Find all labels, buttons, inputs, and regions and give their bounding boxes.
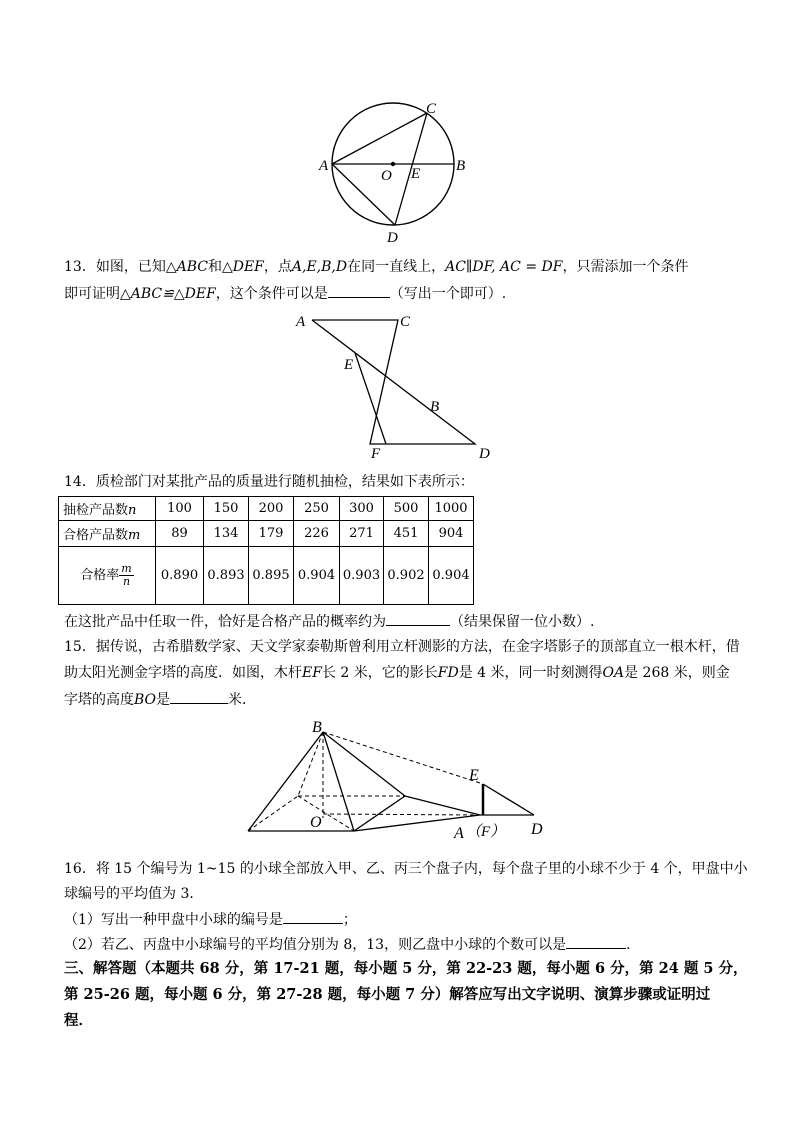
q15-text: 米． <box>228 692 257 708</box>
table-cell: 179 <box>249 521 294 547</box>
pyramid-label-b: B <box>312 719 322 736</box>
q16-line2: 球编号的平均值为 3． <box>64 886 204 902</box>
table-cell: 0.893 <box>204 547 249 605</box>
q15-line2 <box>64 663 730 683</box>
table-cell: 500 <box>384 497 429 521</box>
table-cell <box>59 547 156 605</box>
q14-answer-blank[interactable] <box>386 611 450 626</box>
diag-back <box>298 796 354 831</box>
q15-line3 <box>64 689 256 710</box>
table-cell: 1000 <box>429 497 474 521</box>
q15-text: 是 268 米，则金 <box>624 665 730 681</box>
section3-line3: 程． <box>64 1012 93 1029</box>
q16-answer-blank-2[interactable] <box>566 934 626 949</box>
sun-ray-ed <box>483 784 534 815</box>
q15-ef: EF <box>302 665 322 681</box>
row-label: 抽检产品数 <box>63 503 129 518</box>
center-dot <box>391 162 395 166</box>
q13-text: ，只需添加一个条件 <box>562 259 689 275</box>
q13-shape <box>312 320 475 444</box>
q16-line1: 16．将 15 个编号为 1~15 的小球全部放入甲、乙、丙三个盘子内，每个盘子里的小球不少于 4 个，甲盘中小 <box>64 861 748 877</box>
row-label: 合格率 <box>80 568 120 583</box>
q16-text: ． <box>626 937 641 953</box>
q13-segment-cb <box>398 320 428 400</box>
table-cell: 226 <box>294 521 340 547</box>
circle-figure <box>310 95 480 245</box>
q16-text: （1）写出一种甲盘中小球的编号是 <box>64 912 283 928</box>
q15-oa: OA <box>602 665 625 681</box>
q13-triangle-abc: △ABC <box>165 259 208 275</box>
pyramid-label-d: D <box>531 821 543 838</box>
q13-points: A,E,B,D <box>291 259 348 275</box>
q13-label-b: B <box>430 399 440 415</box>
apex-right <box>323 732 405 796</box>
frac-num: m <box>121 562 132 575</box>
pyramid-label-f: （F） <box>466 824 506 840</box>
q13-congruence: △ABC≌△DEF <box>120 286 216 302</box>
q16-text: ； <box>342 912 357 928</box>
table-cell <box>59 497 156 521</box>
pyramid-label-a: A <box>454 825 464 842</box>
q14-after <box>64 611 594 632</box>
table-cell: 134 <box>204 521 249 547</box>
table-cell: 89 <box>156 521 204 547</box>
q15-fd: FD <box>437 665 459 681</box>
table-cell: 0.904 <box>429 547 474 605</box>
q16-text: （2）若乙、丙盘中小球编号的平均值分别为 8，13，则乙盘中小球的个数可以是 <box>64 937 567 953</box>
q13-line1 <box>64 257 688 277</box>
q13-label-e: E <box>344 357 354 373</box>
table-cell: 0.895 <box>249 547 294 605</box>
label-b: B <box>456 158 466 174</box>
q13-label-f: F <box>371 446 381 462</box>
q16-answer-blank-1[interactable] <box>283 909 343 924</box>
q14-intro: 14．质检部门对某批产品的质量进行随机抽检，结果如下表所示： <box>64 474 474 490</box>
table-cell: 200 <box>249 497 294 521</box>
q13-text: 即可证明 <box>64 286 120 302</box>
q13-text: 在同一直线上， <box>347 259 446 275</box>
table-cell: 271 <box>340 521 384 547</box>
label-a: A <box>319 158 329 174</box>
q14-text: （结果保留一位小数）. <box>450 614 595 630</box>
row-label: 合格产品数 <box>63 528 129 543</box>
q13-text: 13．如图，已知 <box>64 259 166 275</box>
table-cell: 150 <box>204 497 249 521</box>
q14-text: 在这批产品中任取一件，恰好是合格产品的概率约为 <box>64 614 386 630</box>
row-var: n <box>128 503 137 518</box>
q13-label-a: A <box>296 314 306 330</box>
chord-ac <box>332 113 427 164</box>
q15-text: 助太阳光测金字塔的高度．如图，木杆 <box>64 665 302 681</box>
q15-answer-blank[interactable] <box>170 689 228 704</box>
frac-den: n <box>122 575 131 588</box>
apex-front <box>323 732 354 831</box>
section3-line2: 第 25-26 题，每小题 6 分，第 27-28 题，每小题 7 分）解答应写出文字说明、演算步骤或证明过 <box>64 986 711 1003</box>
q13-condition: AC∥DF, AC = DF <box>445 259 563 275</box>
table-cell: 250 <box>294 497 340 521</box>
shadow-right <box>405 796 480 815</box>
q15-text: 字塔的高度 <box>64 692 134 708</box>
q13-answer-blank[interactable] <box>328 283 390 298</box>
table-cell: 904 <box>429 521 474 547</box>
table-row <box>59 497 474 521</box>
q13-text: 和 <box>207 259 222 275</box>
q13-triangle-def: △DEF <box>221 259 264 275</box>
q13-segment-fe <box>355 353 386 444</box>
label-e: E <box>411 166 421 182</box>
q13-figure <box>290 305 500 465</box>
base-left-back <box>248 796 298 831</box>
table-cell: 0.890 <box>156 547 204 605</box>
q13-text: ，点 <box>263 259 292 275</box>
pyramid-label-o: O <box>310 814 322 831</box>
table-cell: 0.904 <box>294 547 340 605</box>
table-cell: 0.903 <box>340 547 384 605</box>
q16-sub2 <box>64 934 640 955</box>
sun-ray-be <box>323 732 483 784</box>
table-cell: 300 <box>340 497 384 521</box>
q15-text: 是 4 米，同一时刻测得 <box>458 665 603 681</box>
q15-text: 是 <box>156 692 171 708</box>
q15-text: 长 2 米，它的影长 <box>321 665 438 681</box>
q16-sub1 <box>64 909 357 930</box>
table-cell: 0.902 <box>384 547 429 605</box>
table-row <box>59 547 474 605</box>
pyramid-figure <box>240 718 560 848</box>
table-cell: 451 <box>384 521 429 547</box>
table-cell <box>59 521 156 547</box>
q13-text: ，这个条件可以是 <box>215 286 328 302</box>
q15-bo: BO <box>134 692 157 708</box>
label-c: C <box>426 101 437 117</box>
center-to-a <box>323 814 480 815</box>
apex-to-back-left <box>298 732 323 796</box>
q14-table <box>58 496 474 605</box>
table-row <box>59 521 474 547</box>
label-d: D <box>387 230 398 245</box>
table-cell: 100 <box>156 497 204 521</box>
q15-line1: 15．据传说，古希腊数学家、天文学家泰勒斯曾利用立杆测影的方法，在金字塔影子的顶部直立一根木杆，借 <box>64 639 740 655</box>
q13-label-c: C <box>400 314 411 330</box>
section3-line1: 三、解答题（本题共 68 分，第 17-21 题，每小题 5 分，第 22-23 题，每小题 6 分，第 24 题 5 分， <box>64 960 748 977</box>
row-var: m <box>128 528 141 543</box>
pyramid-label-e: E <box>469 767 479 784</box>
fraction-m-over-n <box>119 563 133 588</box>
q13-line2 <box>64 283 506 304</box>
q13-label-d: D <box>479 446 490 462</box>
label-o: O <box>381 168 392 184</box>
q13-text: （写出一个即可）. <box>389 286 507 302</box>
